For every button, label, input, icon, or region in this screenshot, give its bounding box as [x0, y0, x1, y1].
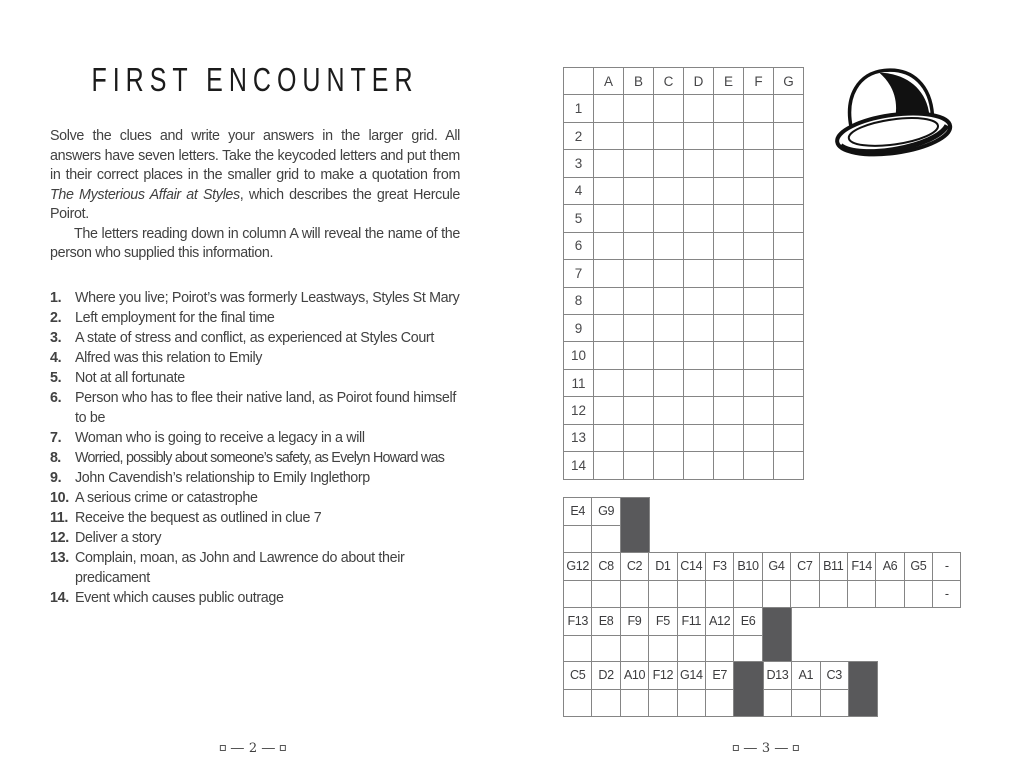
quote-cell-column [621, 553, 649, 608]
clue-number: 4. [50, 350, 62, 366]
answer-cell [624, 233, 654, 260]
quote-answer-cell [848, 581, 876, 609]
footer-ornament-line [775, 748, 788, 749]
quote-answer-cell [764, 690, 792, 718]
answer-cell [594, 397, 624, 424]
clue-item [50, 468, 462, 488]
answer-cell [594, 288, 624, 315]
clue-text: Complain, moan, as John and Lawrence do about their predicament [75, 550, 405, 586]
answer-cell [774, 315, 804, 342]
answer-cell [624, 288, 654, 315]
quote-cell-column [848, 553, 876, 608]
answer-cell [624, 205, 654, 232]
quote-cell-column [621, 662, 649, 717]
answer-cell [714, 342, 744, 369]
answer-cell [744, 452, 774, 479]
answer-cell [624, 260, 654, 287]
clue-item [50, 448, 462, 468]
column-header: C [654, 68, 684, 95]
clue-text: Not at all fortunate [75, 370, 185, 386]
quote-cell-column [564, 608, 592, 663]
quote-cell-column [678, 553, 706, 608]
clue-number: 7. [50, 430, 62, 446]
quote-answer-cell [792, 690, 820, 718]
answer-cell [744, 205, 774, 232]
answer-cell [744, 370, 774, 397]
answer-cell [774, 95, 804, 122]
quote-word-group [563, 497, 650, 553]
answer-cell [594, 425, 624, 452]
answer-cell [774, 205, 804, 232]
footer-ornament-line [231, 748, 244, 749]
keycode-label: F13 [564, 608, 592, 636]
answer-cell [744, 95, 774, 122]
answer-cell [594, 370, 624, 397]
answer-cell [684, 260, 714, 287]
clue-number: 2. [50, 310, 62, 326]
grid-corner-cell [564, 68, 594, 95]
answer-cell [684, 178, 714, 205]
answer-cell [594, 233, 624, 260]
clue-item [50, 348, 462, 368]
clue-number: 13. [50, 550, 69, 566]
quote-cell-column [734, 553, 762, 608]
answer-cell [624, 95, 654, 122]
keycode-label: - [933, 553, 961, 581]
answer-cell [624, 397, 654, 424]
clue-text: Deliver a story [75, 530, 162, 546]
clue-item [50, 588, 462, 608]
keycode-label: C2 [621, 553, 649, 581]
quote-cell-column [564, 662, 592, 717]
keycode-label: G14 [678, 662, 706, 690]
answer-cell [624, 342, 654, 369]
clue-number: 11. [50, 510, 69, 526]
answer-cell [744, 233, 774, 260]
page-number-text: 3 [761, 740, 771, 756]
row-number: 4 [564, 178, 594, 205]
column-header: D [684, 68, 714, 95]
quote-cell-column [933, 553, 961, 608]
answer-cell [744, 315, 774, 342]
answer-cell [684, 315, 714, 342]
answer-cell [654, 397, 684, 424]
quote-answer-cell: - [933, 581, 961, 609]
answer-cell [744, 342, 774, 369]
keycode-label: D13 [764, 662, 792, 690]
clue-item [50, 328, 462, 348]
clue-text: Receive the bequest as outlined in clue 7 [75, 510, 322, 526]
keycode-label: B10 [734, 553, 762, 581]
answer-cell [624, 315, 654, 342]
quote-answer-cell [734, 636, 762, 664]
answer-cell [594, 342, 624, 369]
keycode-label: F5 [649, 608, 677, 636]
keycode-label: A12 [706, 608, 734, 636]
answer-cell [654, 233, 684, 260]
keycode-label: C3 [821, 662, 849, 690]
footer-ornament-square [793, 745, 799, 751]
answer-cell [594, 315, 624, 342]
answer-grid [563, 67, 804, 480]
answer-cell [714, 123, 744, 150]
answer-cell [594, 260, 624, 287]
clue-list [50, 288, 462, 608]
quote-answer-cell [706, 581, 734, 609]
answer-cell [654, 150, 684, 177]
quote-answer-cell [649, 636, 677, 664]
quote-cell-column [706, 553, 734, 608]
clue-number: 12. [50, 530, 69, 546]
quote-cell-column [592, 608, 620, 663]
clue-text: Left employment for the final time [75, 310, 275, 326]
answer-cell [654, 425, 684, 452]
row-number: 7 [564, 260, 594, 287]
quote-cell-column [678, 662, 706, 717]
row-number: 6 [564, 233, 594, 260]
answer-cell [654, 370, 684, 397]
answer-cell [714, 95, 744, 122]
answer-cell [774, 342, 804, 369]
keycode-label: C7 [791, 553, 819, 581]
footer-ornament-square [733, 745, 739, 751]
bowler-hat-illustration [830, 60, 954, 158]
answer-cell [714, 397, 744, 424]
answer-cell [714, 370, 744, 397]
answer-cell [684, 123, 714, 150]
clue-text: Woman who is going to receive a legacy in a will [75, 430, 365, 446]
page-number-left [220, 740, 286, 756]
answer-cell [744, 425, 774, 452]
row-number: 14 [564, 452, 594, 479]
quote-cell-column [734, 608, 762, 663]
quote-answer-cell [905, 581, 933, 609]
answer-cell [654, 342, 684, 369]
keycode-label: B11 [820, 553, 848, 581]
keycode-label: E6 [734, 608, 762, 636]
quote-answer-cell [621, 636, 649, 664]
answer-cell [714, 178, 744, 205]
quote-answer-cell [621, 690, 649, 718]
keycode-label: F11 [678, 608, 706, 636]
page-number-text: 2 [248, 740, 258, 756]
answer-cell [744, 150, 774, 177]
answer-cell [654, 315, 684, 342]
page-number-right [733, 740, 799, 756]
clue-number: 1. [50, 290, 62, 306]
answer-cell [774, 178, 804, 205]
answer-cell [714, 452, 744, 479]
keycode-label: F9 [621, 608, 649, 636]
quote-answer-cell [592, 581, 620, 609]
answer-cell [624, 123, 654, 150]
clue-number: 3. [50, 330, 62, 346]
clue-text: A serious crime or catastrophe [75, 490, 258, 506]
quote-cell-column [621, 608, 649, 663]
clue-text: Person who has to flee their native land, as Poirot found himself to be [75, 390, 456, 426]
answer-cell [624, 370, 654, 397]
column-header: G [774, 68, 804, 95]
answer-cell [654, 205, 684, 232]
quote-answer-cell [564, 690, 592, 718]
quote-cell-column [564, 553, 592, 608]
clue-text: A state of stress and conflict, as experienced at Styles Court [75, 330, 434, 346]
clue-text: Alfred was this relation to Emily [75, 350, 263, 366]
quote-answer-cell [791, 581, 819, 609]
row-number: 12 [564, 397, 594, 424]
answer-cell [684, 205, 714, 232]
answer-cell [654, 260, 684, 287]
quote-word-group [563, 607, 792, 663]
answer-cell [684, 342, 714, 369]
answer-cell [594, 150, 624, 177]
answer-cell [624, 425, 654, 452]
quote-cell-column [706, 662, 734, 717]
puzzle-instructions [50, 127, 460, 264]
answer-cell [624, 178, 654, 205]
quote-cell-column [592, 498, 620, 553]
footer-ornament-line [262, 748, 275, 749]
answer-cell [594, 205, 624, 232]
keycode-label: D2 [592, 662, 620, 690]
footer-ornament-square [280, 745, 286, 751]
quote-answer-cell [763, 581, 791, 609]
quote-cell-column [905, 553, 933, 608]
answer-cell [744, 288, 774, 315]
instructions-paragraph-1 [50, 127, 460, 225]
column-header: F [744, 68, 774, 95]
quote-answer-cell [706, 636, 734, 664]
answer-cell [654, 95, 684, 122]
answer-cell [714, 288, 744, 315]
keycode-label: C14 [678, 553, 706, 581]
answer-cell [714, 150, 744, 177]
quote-cell-column [592, 662, 620, 717]
keycode-label: F14 [848, 553, 876, 581]
quote-cell-column [821, 662, 849, 717]
keycode-label: D1 [649, 553, 677, 581]
quote-answer-cell [564, 636, 592, 664]
keycode-label: G5 [905, 553, 933, 581]
quote-answer-cell [734, 581, 762, 609]
quote-answer-cell [820, 581, 848, 609]
answer-cell [654, 452, 684, 479]
answer-cell [774, 233, 804, 260]
answer-cell [684, 452, 714, 479]
column-header: B [624, 68, 654, 95]
quote-answer-cell [678, 636, 706, 664]
clue-text: Worried, possibly about someone’s safety, as Evelyn Howard was [75, 450, 445, 466]
keycode-label: G9 [592, 498, 620, 526]
word-separator-cell [763, 608, 792, 663]
quote-word-group [563, 552, 961, 608]
row-number: 5 [564, 205, 594, 232]
row-number: 13 [564, 425, 594, 452]
answer-cell [684, 288, 714, 315]
row-number: 11 [564, 370, 594, 397]
keycode-label: F3 [706, 553, 734, 581]
quote-cell-column [791, 553, 819, 608]
clue-item [50, 528, 462, 548]
quote-answer-cell [678, 581, 706, 609]
quote-cell-column [649, 553, 677, 608]
quote-answer-cell [621, 581, 649, 609]
answer-cell [774, 425, 804, 452]
column-header: A [594, 68, 624, 95]
answer-cell [594, 178, 624, 205]
clue-item [50, 288, 462, 308]
answer-cell [684, 95, 714, 122]
keycode-label: E7 [706, 662, 734, 690]
clue-number: 14. [50, 590, 69, 606]
quote-answer-cell [876, 581, 904, 609]
answer-cell [594, 452, 624, 479]
book-title-italic: The Mysterious Affair at Styles [50, 186, 240, 203]
clue-item [50, 368, 462, 388]
clue-number: 6. [50, 390, 62, 406]
clue-item [50, 428, 462, 448]
row-number: 3 [564, 150, 594, 177]
answer-cell [774, 123, 804, 150]
quote-cell-column [820, 553, 848, 608]
quote-answer-cell [678, 690, 706, 718]
answer-cell [774, 260, 804, 287]
page-title: FIRST ENCOUNTER [91, 62, 419, 99]
answer-cell [714, 260, 744, 287]
answer-cell [654, 123, 684, 150]
column-header: E [714, 68, 744, 95]
clue-item [50, 388, 462, 428]
answer-cell [654, 178, 684, 205]
answer-cell [744, 123, 774, 150]
quote-answer-cell [706, 690, 734, 718]
answer-cell [714, 205, 744, 232]
keycode-label: A1 [792, 662, 820, 690]
row-number: 10 [564, 342, 594, 369]
clue-item [50, 508, 462, 528]
answer-cell [594, 123, 624, 150]
quote-cell-column [678, 608, 706, 663]
answer-cell [774, 288, 804, 315]
clue-text: John Cavendish’s relationship to Emily Inglethorp [75, 470, 370, 486]
quote-cell-column [564, 498, 592, 553]
answer-cell [774, 150, 804, 177]
keycode-label: G4 [763, 553, 791, 581]
answer-cell [684, 397, 714, 424]
clue-text: Where you live; Poirot’s was formerly Leastways, Styles St Mary [75, 290, 460, 306]
keycode-label: F12 [649, 662, 677, 690]
answer-cell [774, 370, 804, 397]
keycode-label: C5 [564, 662, 592, 690]
row-number: 8 [564, 288, 594, 315]
answer-cell [774, 397, 804, 424]
clue-item [50, 488, 462, 508]
quote-cell-column [649, 608, 677, 663]
clue-text: Event which causes public outrage [75, 590, 284, 606]
quote-cell-column [876, 553, 904, 608]
answer-cell [684, 150, 714, 177]
quote-answer-cell [564, 581, 592, 609]
quote-answer-cell [564, 526, 592, 554]
clue-number: 9. [50, 470, 62, 486]
clue-number: 8. [50, 450, 61, 466]
clue-number: 5. [50, 370, 62, 386]
quote-cell-column [764, 662, 792, 717]
quote-answer-cell [592, 636, 620, 664]
keycode-label: A6 [876, 553, 904, 581]
keycode-label: A10 [621, 662, 649, 690]
word-separator-cell [734, 662, 763, 717]
answer-cell [744, 397, 774, 424]
keycode-label: E4 [564, 498, 592, 526]
quote-answer-cell [649, 581, 677, 609]
quote-word-group [563, 661, 878, 717]
quote-cell-column [592, 553, 620, 608]
answer-cell [714, 425, 744, 452]
answer-cell [774, 452, 804, 479]
quote-cell-column [763, 553, 791, 608]
quote-answer-cell [821, 690, 849, 718]
clue-item [50, 308, 462, 328]
answer-cell [714, 315, 744, 342]
instructions-text: , which describes the great Hercule Poirot. [50, 186, 460, 222]
quote-grid [563, 497, 963, 717]
word-separator-cell [849, 662, 878, 717]
footer-ornament-square [220, 745, 226, 751]
answer-cell [744, 260, 774, 287]
answer-cell [654, 288, 684, 315]
answer-cell [684, 233, 714, 260]
row-number: 9 [564, 315, 594, 342]
instructions-text: Solve the clues and write your answers in the larger grid. All answers have seven letters. Take the keycoded letters and put them in their correct places in the smaller grid to make a quotation from [50, 128, 460, 183]
quote-cell-column [792, 662, 820, 717]
answer-cell [714, 233, 744, 260]
quote-answer-cell [649, 690, 677, 718]
answer-cell [594, 95, 624, 122]
answer-cell [684, 425, 714, 452]
answer-cell [744, 178, 774, 205]
clue-number: 10. [50, 490, 69, 506]
quote-answer-cell [592, 526, 620, 554]
instructions-paragraph-2: The letters reading down in column A will reveal the name of the person who supplied this information. [50, 225, 460, 261]
row-number: 1 [564, 95, 594, 122]
row-number: 2 [564, 123, 594, 150]
quote-cell-column [649, 662, 677, 717]
keycode-label: C8 [592, 553, 620, 581]
answer-cell [684, 370, 714, 397]
keycode-label: G12 [564, 553, 592, 581]
footer-ornament-line [744, 748, 757, 749]
answer-cell [624, 150, 654, 177]
quote-answer-cell [592, 690, 620, 718]
clue-item [50, 548, 462, 588]
quote-cell-column [706, 608, 734, 663]
answer-cell [624, 452, 654, 479]
word-separator-cell [621, 498, 650, 553]
keycode-label: E8 [592, 608, 620, 636]
